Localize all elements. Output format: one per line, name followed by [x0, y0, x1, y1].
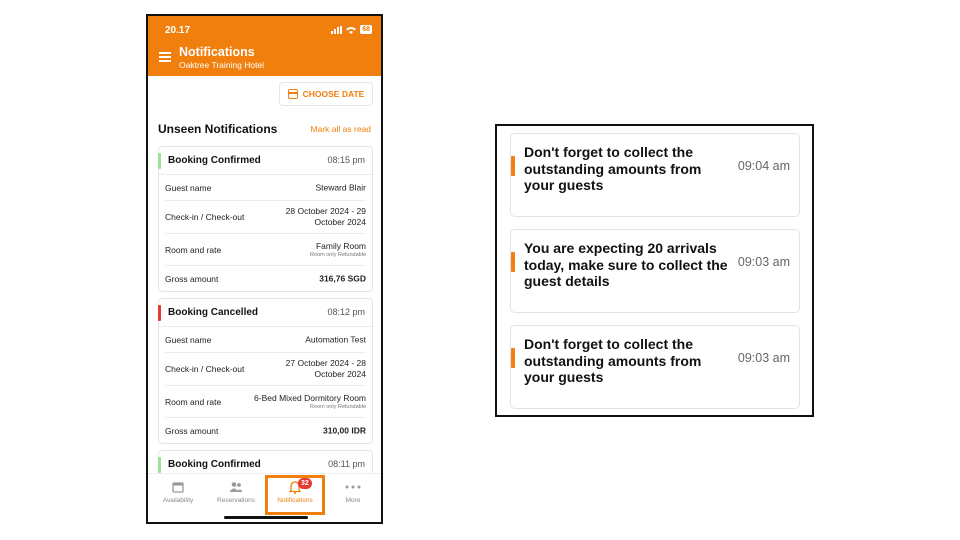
row-label: Guest name — [165, 334, 212, 345]
wifi-icon — [346, 26, 356, 34]
room-rate — [256, 241, 366, 259]
notification-panel — [495, 124, 814, 417]
room-name: Family Room — [315, 240, 366, 251]
status-indicator — [158, 305, 161, 321]
people-icon — [208, 480, 264, 494]
gross-amount — [256, 425, 366, 436]
room-name: 6-Bed Mixed Dormitory Room — [254, 392, 366, 403]
card-title: Booking Cancelled — [168, 307, 259, 318]
card-time: 08:11 pm — [328, 459, 365, 469]
detail-row — [165, 266, 366, 291]
card-header — [159, 299, 372, 327]
tab-more[interactable] — [325, 480, 381, 504]
stay-dates: 28 October 2024 - 29 October 2024 — [285, 206, 366, 227]
tab-reservations[interactable] — [208, 480, 264, 504]
amount-value: 310,00 IDR — [323, 425, 366, 435]
detail-row — [165, 418, 366, 443]
tab-availability[interactable] — [150, 480, 206, 504]
notification-text: Don't forget to collect the outstanding amounts from your guests — [524, 336, 702, 385]
detail-row — [165, 234, 366, 266]
card-title: Booking Confirmed — [168, 155, 261, 166]
rate-name: Room only Refundable — [310, 403, 366, 410]
card-time: 08:15 pm — [327, 155, 365, 165]
row-label: Room and rate — [165, 244, 222, 255]
panel-notification[interactable] — [510, 229, 800, 313]
detail-row — [165, 353, 366, 386]
amount-value: 316,76 SGD — [319, 273, 366, 283]
row-label: Guest name — [165, 182, 212, 193]
mark-all-read-link[interactable]: Mark all as read — [310, 124, 371, 134]
status-icons — [331, 25, 372, 34]
notification-time: 09:03 am — [737, 351, 790, 365]
row-label: Check-in / Check-out — [165, 212, 245, 222]
notification-text: Don't forget to collect the outstanding amounts from your guests — [524, 144, 702, 193]
stay-dates: 27 October 2024 - 28 October 2024 — [285, 358, 366, 379]
room-rate — [236, 393, 366, 411]
accent-bar — [511, 156, 515, 176]
tab-label: More — [345, 497, 361, 504]
choose-date-label: CHOOSE DATE — [302, 89, 365, 99]
calendar-icon — [150, 480, 206, 494]
calendar-icon — [288, 89, 298, 99]
notification-card[interactable] — [158, 298, 373, 444]
guest-name: Steward Blair — [315, 182, 366, 192]
hotel-name: Oaktree Training Hotel — [179, 60, 265, 70]
panel-notification[interactable] — [510, 325, 800, 409]
tab-label: Notifications — [277, 497, 313, 504]
status-indicator — [158, 457, 161, 473]
menu-icon[interactable] — [159, 52, 171, 61]
notification-text: You are expecting 20 arrivals today, make sure to collect the guest details — [524, 240, 728, 289]
guest-name: Automation Test — [305, 334, 366, 344]
signal-icon — [331, 26, 342, 34]
row-label: Gross amount — [165, 273, 219, 284]
row-label: Room and rate — [165, 396, 222, 407]
row-label: Check-in / Check-out — [165, 364, 245, 374]
battery-icon: 68 — [362, 26, 370, 33]
accent-bar — [511, 348, 515, 368]
bottom-tab-bar — [148, 473, 381, 522]
row-label: Gross amount — [165, 425, 219, 436]
detail-row — [165, 175, 366, 201]
detail-row — [165, 327, 366, 353]
card-time: 08:12 pm — [327, 307, 365, 317]
gross-amount — [256, 273, 366, 284]
app-bar — [148, 16, 381, 76]
phone-screen — [146, 14, 383, 524]
card-title: Booking Confirmed — [168, 459, 261, 470]
notifications-content — [148, 76, 381, 522]
detail-row — [165, 386, 366, 418]
card-header — [159, 147, 372, 175]
page-title: Notifications — [179, 45, 255, 59]
tab-label: Availability — [162, 497, 194, 504]
notification-time: 09:04 am — [737, 159, 790, 173]
rate-name: Room only Refundable — [310, 251, 366, 258]
home-indicator — [224, 516, 308, 519]
section-title: Unseen Notifications — [158, 122, 278, 136]
detail-row — [165, 201, 366, 234]
tab-highlight-frame — [265, 475, 325, 515]
panel-notification[interactable] — [510, 133, 800, 217]
status-indicator — [158, 153, 161, 169]
notification-time: 09:03 am — [737, 255, 790, 269]
choose-date-button[interactable] — [279, 82, 373, 106]
more-icon — [325, 480, 381, 494]
notification-count-badge: 32 — [298, 478, 312, 489]
accent-bar — [511, 252, 515, 272]
notification-card[interactable] — [158, 146, 373, 292]
tab-label: Reservations — [217, 497, 255, 504]
status-time: 20.17 — [165, 25, 191, 36]
